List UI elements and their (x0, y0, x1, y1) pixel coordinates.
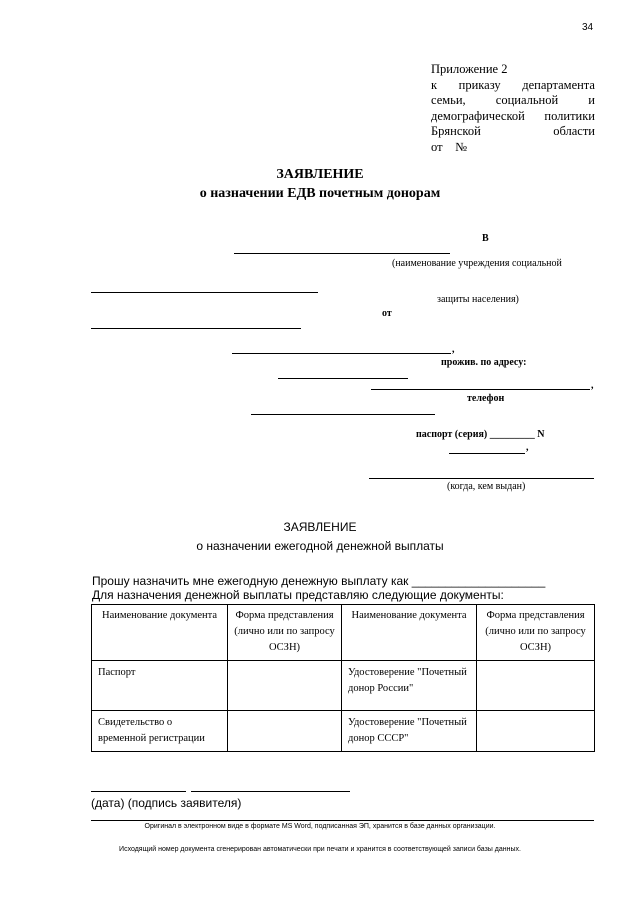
institution-note: (наименование учреждения социальной (392, 258, 562, 269)
documents-table (91, 604, 595, 752)
from-label: от (382, 308, 392, 319)
table-cell[interactable] (477, 711, 595, 752)
protection-note: защиты населения) (437, 294, 519, 305)
statement-title: ЗАЯВЛЕНИЕ (283, 520, 357, 534)
recipient-line[interactable] (234, 253, 450, 254)
table-cell[interactable] (477, 661, 595, 711)
appendix-line: к приказу департамента (431, 77, 595, 92)
title: ЗАЯВЛЕНИЕ (276, 167, 364, 182)
table-cell: Свидетельство о временной регистрации (92, 711, 228, 752)
table-cell[interactable] (228, 711, 342, 752)
footer-note: Исходящий номер документа сгенерирован автоматически при печати и хранится в соответствующей записи базы данных. (119, 846, 521, 853)
residence-label: прожив. по адресу: (441, 357, 527, 368)
document-title (0, 165, 640, 203)
appendix-line: Приложение 2 (431, 62, 508, 76)
address-line-2[interactable] (371, 389, 590, 390)
comma: , (526, 442, 529, 453)
comma: , (452, 344, 455, 355)
subtitle: о назначении ЕДВ почетным донорам (199, 186, 441, 201)
footer-note: Оригинал в электронном виде в формате MS Word, подписанная ЭП, хранится в базе данных организации. (144, 823, 496, 830)
table-cell: Паспорт (92, 661, 228, 711)
passport-label: паспорт (серия) _________ N (416, 429, 545, 440)
table-header-cell: Форма представления (лично или по запросу ОСЗН) (477, 605, 595, 661)
appendix-line: Брянской области (431, 124, 595, 138)
comma: , (591, 380, 594, 391)
passport-number-line[interactable] (449, 453, 525, 454)
table-row (92, 661, 595, 711)
appendix-block (431, 62, 595, 155)
page-number: 34 (582, 22, 594, 33)
signature-line[interactable] (191, 791, 350, 792)
table-cell[interactable] (228, 661, 342, 711)
address-line[interactable] (278, 378, 408, 379)
signature-caption: (дата) (подпись заявителя) (91, 796, 242, 810)
table-cell: Удостоверение "Почетный донор СССР" (342, 711, 477, 752)
date-line[interactable] (91, 791, 186, 792)
footer-divider (91, 820, 594, 821)
appendix-line: семьи, социальной и (431, 93, 595, 107)
appendix-line: демографической политики (431, 108, 595, 123)
table-cell: Удостоверение "Почетный донор России" (342, 661, 477, 711)
table-header-cell: Форма представления (лично или по запросу ОСЗН) (228, 605, 342, 661)
appendix-line: от № (431, 139, 467, 154)
to-label: В (482, 233, 489, 244)
request-line: Прошу назначить мне ежегодную денежную выплату как ____________________ (92, 574, 546, 588)
table-header-row (92, 605, 595, 661)
phone-line[interactable] (251, 414, 435, 415)
issued-note: (когда, кем выдан) (447, 481, 526, 492)
phone-label: телефон (467, 393, 505, 404)
table-row (92, 711, 595, 752)
passport-issued-line[interactable] (369, 478, 594, 479)
applicant-name-line[interactable] (91, 328, 301, 329)
table-header-cell: Наименование документа (92, 605, 228, 661)
applicant-name-line-2[interactable] (232, 353, 451, 354)
statement-subtitle: о назначении ежегодной денежной выплаты (196, 539, 444, 553)
table-header-cell: Наименование документа (342, 605, 477, 661)
recipient-line-2[interactable] (91, 292, 318, 293)
documents-line: Для назначения денежной выплаты представляю следующие документы: (92, 588, 504, 602)
